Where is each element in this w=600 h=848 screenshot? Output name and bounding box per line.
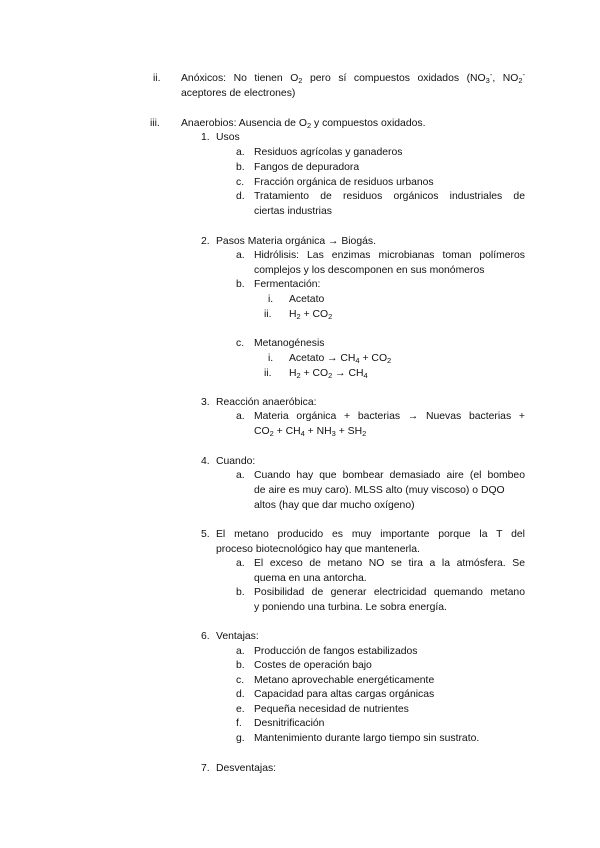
formula: $H_2 + CO_2$ [289, 309, 333, 321]
formula: $H_2 + CO_2 \to CH_4$ [289, 368, 368, 380]
list-item: Fangos de depuradora [254, 162, 360, 173]
list-item: Cuando hay que bombear demasiado aire (el bombeo [254, 470, 525, 481]
list-marker: c. [236, 338, 245, 349]
list-marker: a. [236, 250, 245, 261]
section-heading: Pasos Materia orgánica → Biogás. [216, 236, 376, 247]
paragraph-line: proceso biotecnológico hay que mantenerla. [216, 544, 420, 555]
list-marker: ii. [153, 73, 161, 84]
list-marker: e. [236, 704, 245, 715]
list-item: Posibilidad de generar electricidad quemando metano [254, 587, 525, 598]
list-item: quema en una antorcha. [254, 573, 367, 584]
list-marker: a. [236, 646, 245, 657]
list-item: altos (hay que dar mucho oxígeno) [254, 500, 415, 511]
list-marker: i. [268, 353, 274, 364]
list-marker: ii. [264, 368, 272, 379]
list-item: Hidrólisis: Las enzimas microbianas toman polímeros [254, 250, 525, 261]
list-item: Residuos agrícolas y ganaderos [254, 147, 403, 158]
list-number: 3. [201, 397, 210, 408]
list-item: Pequeña necesidad de nutrientes [254, 704, 409, 715]
list-item: Producción de fangos estabilizados [254, 646, 418, 657]
list-item: complejos y los descomponen en sus monómeros [254, 265, 485, 276]
list-number: 1. [201, 132, 210, 143]
list-number: 7. [201, 763, 210, 774]
list-marker: b. [236, 660, 245, 671]
list-number: 6. [201, 631, 210, 642]
list-item: ciertas industrias [254, 206, 332, 217]
list-item: Desnitrificación [254, 718, 325, 729]
list-number: 4. [201, 456, 210, 467]
paragraph-line: Anaerobios: Ausencia de $O_2$ y compuestos oxidados. [181, 118, 426, 130]
list-marker: f. [236, 718, 242, 729]
list-marker: ii. [264, 309, 272, 320]
list-item: Fracción orgánica de residuos urbanos [254, 177, 434, 188]
list-number: 5. [201, 529, 210, 540]
section-heading: Reacción anaeróbica: [216, 397, 317, 408]
list-marker: g. [236, 733, 245, 744]
list-marker: a. [236, 470, 245, 481]
list-item: Materia orgánica + bacterias → Nuevas bacterias + [254, 411, 525, 422]
list-marker: iii. [150, 118, 160, 129]
list-item: Capacidad para altas cargas orgánicas [254, 689, 435, 700]
list-marker: a. [236, 411, 245, 422]
formula: Acetato → $CH_4 + CO_2$ [289, 353, 392, 365]
list-item: Mantenimiento durante largo tiempo sin sustrato. [254, 733, 480, 744]
list-item: Acetato [289, 294, 325, 305]
list-marker: i. [268, 294, 274, 305]
list-item: Tratamiento de residuos orgánicos industriales de [254, 191, 525, 202]
list-marker: a. [236, 147, 245, 158]
list-item: El exceso de metano NO se tira a la atmósfera. Se [254, 558, 525, 569]
list-item: y poniendo una turbina. Le sobra energía. [254, 602, 447, 613]
section-heading: Ventajas: [216, 631, 259, 642]
list-marker: b. [236, 162, 245, 173]
list-marker: c. [236, 675, 245, 686]
list-marker: a. [236, 558, 245, 569]
list-marker: b. [236, 587, 245, 598]
paragraph-line: El metano producido es muy importante porque la T del [216, 529, 525, 540]
paragraph-line: Anóxicos: No tienen $O_2$ pero sí compuestos oxidados ($NO_3^-$, $NO_2^-$ [181, 70, 525, 85]
list-item: Costes de operación bajo [254, 660, 372, 671]
section-heading: Cuando: [216, 456, 256, 467]
list-marker: d. [236, 191, 245, 202]
list-item: Metano aprovechable energéticamente [254, 675, 435, 686]
list-item: de aire es muy caro). MLSS alto (muy viscoso) o DQO [254, 485, 505, 496]
list-item: Metanogénesis [254, 338, 325, 349]
list-marker: d. [236, 689, 245, 700]
formula: $CO_2 + CH_4 + NH_3 + SH_2$ [254, 426, 367, 438]
list-number: 2. [201, 236, 210, 247]
list-marker: b. [236, 279, 245, 290]
paragraph-line: aceptores de electrones) [181, 88, 296, 99]
section-heading: Desventajas: [216, 763, 277, 774]
list-item: Fermentación: [254, 279, 321, 290]
list-marker: c. [236, 177, 245, 188]
section-heading: Usos [216, 132, 240, 143]
